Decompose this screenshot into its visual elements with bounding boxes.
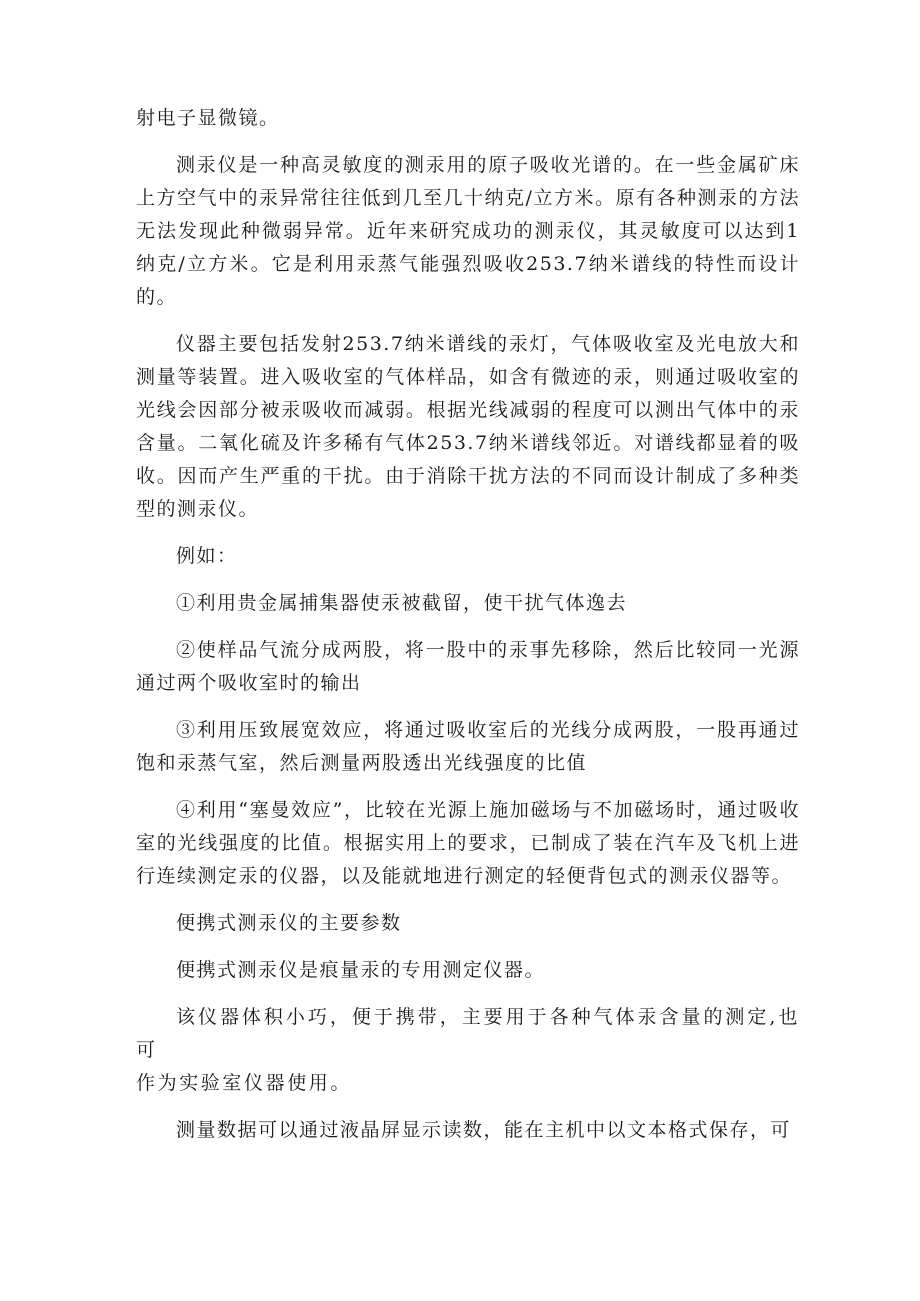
list-item-method-2: ②使样品气流分成两股，将一股中的汞事先移除，然后比较同一光源通过两个吸收室时的输出	[136, 639, 800, 694]
paragraph-mercury-analyzer-intro: 测汞仪是一种高灵敏度的测汞用的原子吸收光谱的。在一些金属矿床上方空气中的汞异常往往低到几至几十纳克/立方米。原有各种测汞的方法无法发现此种微弱异常。近年来研究成功的测汞仪，其灵敏度可以达到1纳克/立方米。它是利用汞蒸气能强烈吸收253.7纳米谱线的特性而设计的。	[136, 154, 800, 308]
paragraph-portable-definition: 便携式测汞仪是痕量汞的专用测定仪器。	[176, 959, 546, 981]
section-heading-parameters: 便携式测汞仪的主要参数	[176, 912, 402, 934]
list-item-method-1: ①利用贵金属捕集器使汞被截留，使干扰气体逸去	[176, 592, 628, 614]
paragraph-examples-heading: 例如：	[176, 545, 238, 567]
paragraph-continuation: 射电子显微镜。	[136, 107, 280, 129]
list-item-method-3: ③利用压致展宽效应，将通过吸收室后的光线分成两股，一股再通过饱和汞蒸气室，然后测量两股透出光线强度的比值	[136, 719, 800, 774]
paragraph-instrument-components: 仪器主要包括发射253.7纳米谱线的汞灯，气体吸收室及光电放大和测量等装置。进入吸收室的气体样品，如含有微迹的汞，则通过吸收室的光线会因部分被汞吸收而减弱。根据光线减弱的程度可以测出气体中的汞含量。二氧化硫及许多稀有气体253.7纳米谱线邻近。对谱线都显着的吸收。因而产生严重的干扰。由于消除干扰方法的不同而设计制成了多种类型的测汞仪。	[136, 333, 800, 520]
paragraph-portable-usage: 该仪器体积小巧，便于携带，主要用于各种气体汞含量的测定,也可 作为实验室仪器使用。	[136, 1006, 800, 1094]
paragraph-measurement-data: 测量数据可以通过液晶屏显示读数，能在主机中以文本格式保存，可	[176, 1119, 792, 1141]
list-item-method-4: ④利用“塞曼效应”，比较在光源上施加磁场与不加磁场时，通过吸收室的光线强度的比值。根据实用上的要求，已制成了装在汽车及飞机上进行连续测定汞的仪器，以及能就地进行测定的轻便背包式的测汞仪器等。	[136, 799, 800, 887]
